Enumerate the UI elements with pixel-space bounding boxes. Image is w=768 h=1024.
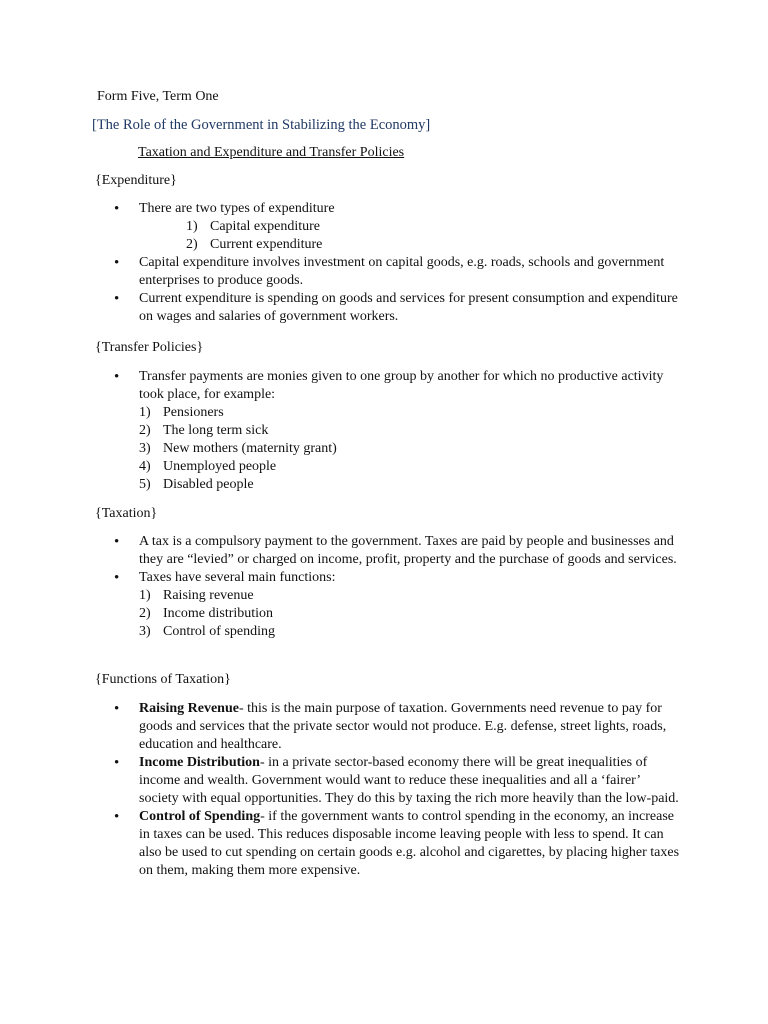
list-item: 5) Disabled people — [139, 477, 254, 492]
list-item: • A tax is a compulsory payment to the government. Taxes are paid by people and businesses and they are “levied” or charged on income, profit, property and the purchase of goods and services. — [0, 533, 679, 569]
list-item: • Raising Revenue- this is the main purpose of taxation. Governments need revenue to pay for goods and services that the private sector would not produce. E.g. defense, street lights, roads, education and healthcare. — [0, 700, 679, 754]
expenditure-types — [139, 218, 679, 254]
term-raising-revenue: Raising Revenue — [139, 701, 239, 716]
transfer-recipients — [139, 404, 679, 494]
list-item: • Income Distribution- in a private sector-based economy there will be great inequalities of income and wealth. Government would want to reduce these inequalities and all a ‘fairer’ society with equal opportunities. They do this by taxing the rich more heavily than the low-paid. — [0, 754, 679, 808]
list-item: 3) Control of spending — [139, 624, 275, 639]
list-item: 3) New mothers (maternity grant) — [139, 441, 337, 456]
list-item: • Transfer payments are monies given to one group by another for which no productive activity took place, for example: 1) Pensioners 2) The long term sick 3) New mothers (maternity grant) 4) Unemployed people 5) Disabled people — [0, 368, 679, 494]
page-subtitle: Taxation and Expenditure and Transfer Policies — [138, 145, 405, 160]
list-item: 2) Current expenditure — [186, 237, 323, 252]
list-item: 1) Pensioners — [139, 405, 224, 420]
list-item: 2) Income distribution — [139, 606, 274, 621]
list-item: • Capital expenditure involves investment on capital goods, e.g. roads, schools and government enterprises to produce goods. — [0, 254, 679, 290]
expenditure-list — [0, 200, 768, 326]
transfer-list — [0, 368, 768, 494]
taxation-list — [0, 533, 768, 641]
term-income-distribution: Income Distribution — [139, 755, 260, 770]
functions-list — [0, 700, 768, 880]
document-header: Form Five, Term One — [97, 89, 219, 104]
section-heading-transfer: {Transfer Policies} — [95, 340, 204, 355]
list-item: • There are two types of expenditure 1) Capital expenditure 2) Current expenditure — [0, 200, 679, 254]
section-heading-expenditure: {Expenditure} — [95, 173, 177, 188]
tax-functions-list — [139, 587, 679, 641]
section-heading-taxation: {Taxation} — [95, 506, 158, 521]
list-item: • Current expenditure is spending on goods and services for present consumption and expenditure on wages and salaries of government workers. — [0, 290, 679, 326]
list-item: 4) Unemployed people — [139, 459, 277, 474]
list-item: 1) Raising revenue — [139, 588, 254, 603]
list-item: 1) Capital expenditure — [186, 219, 321, 234]
list-item: • Control of Spending- if the government wants to control spending in the economy, an increase in taxes can be used. This reduces disposable income leaving people with less to spend. It can also be used to cut spending on certain goods e.g. alcohol and cigarettes, by placing higher taxes on them, making them more expensive. — [0, 808, 679, 880]
list-item: 2) The long term sick — [139, 423, 269, 438]
list-item: • Taxes have several main functions: 1) Raising revenue 2) Income distribution 3) Control of spending — [0, 569, 679, 641]
page-title: [The Role of the Government in Stabilizing the Economy] — [92, 117, 431, 133]
section-heading-functions: {Functions of Taxation} — [95, 672, 231, 687]
term-control-of-spending: Control of Spending — [139, 809, 261, 824]
